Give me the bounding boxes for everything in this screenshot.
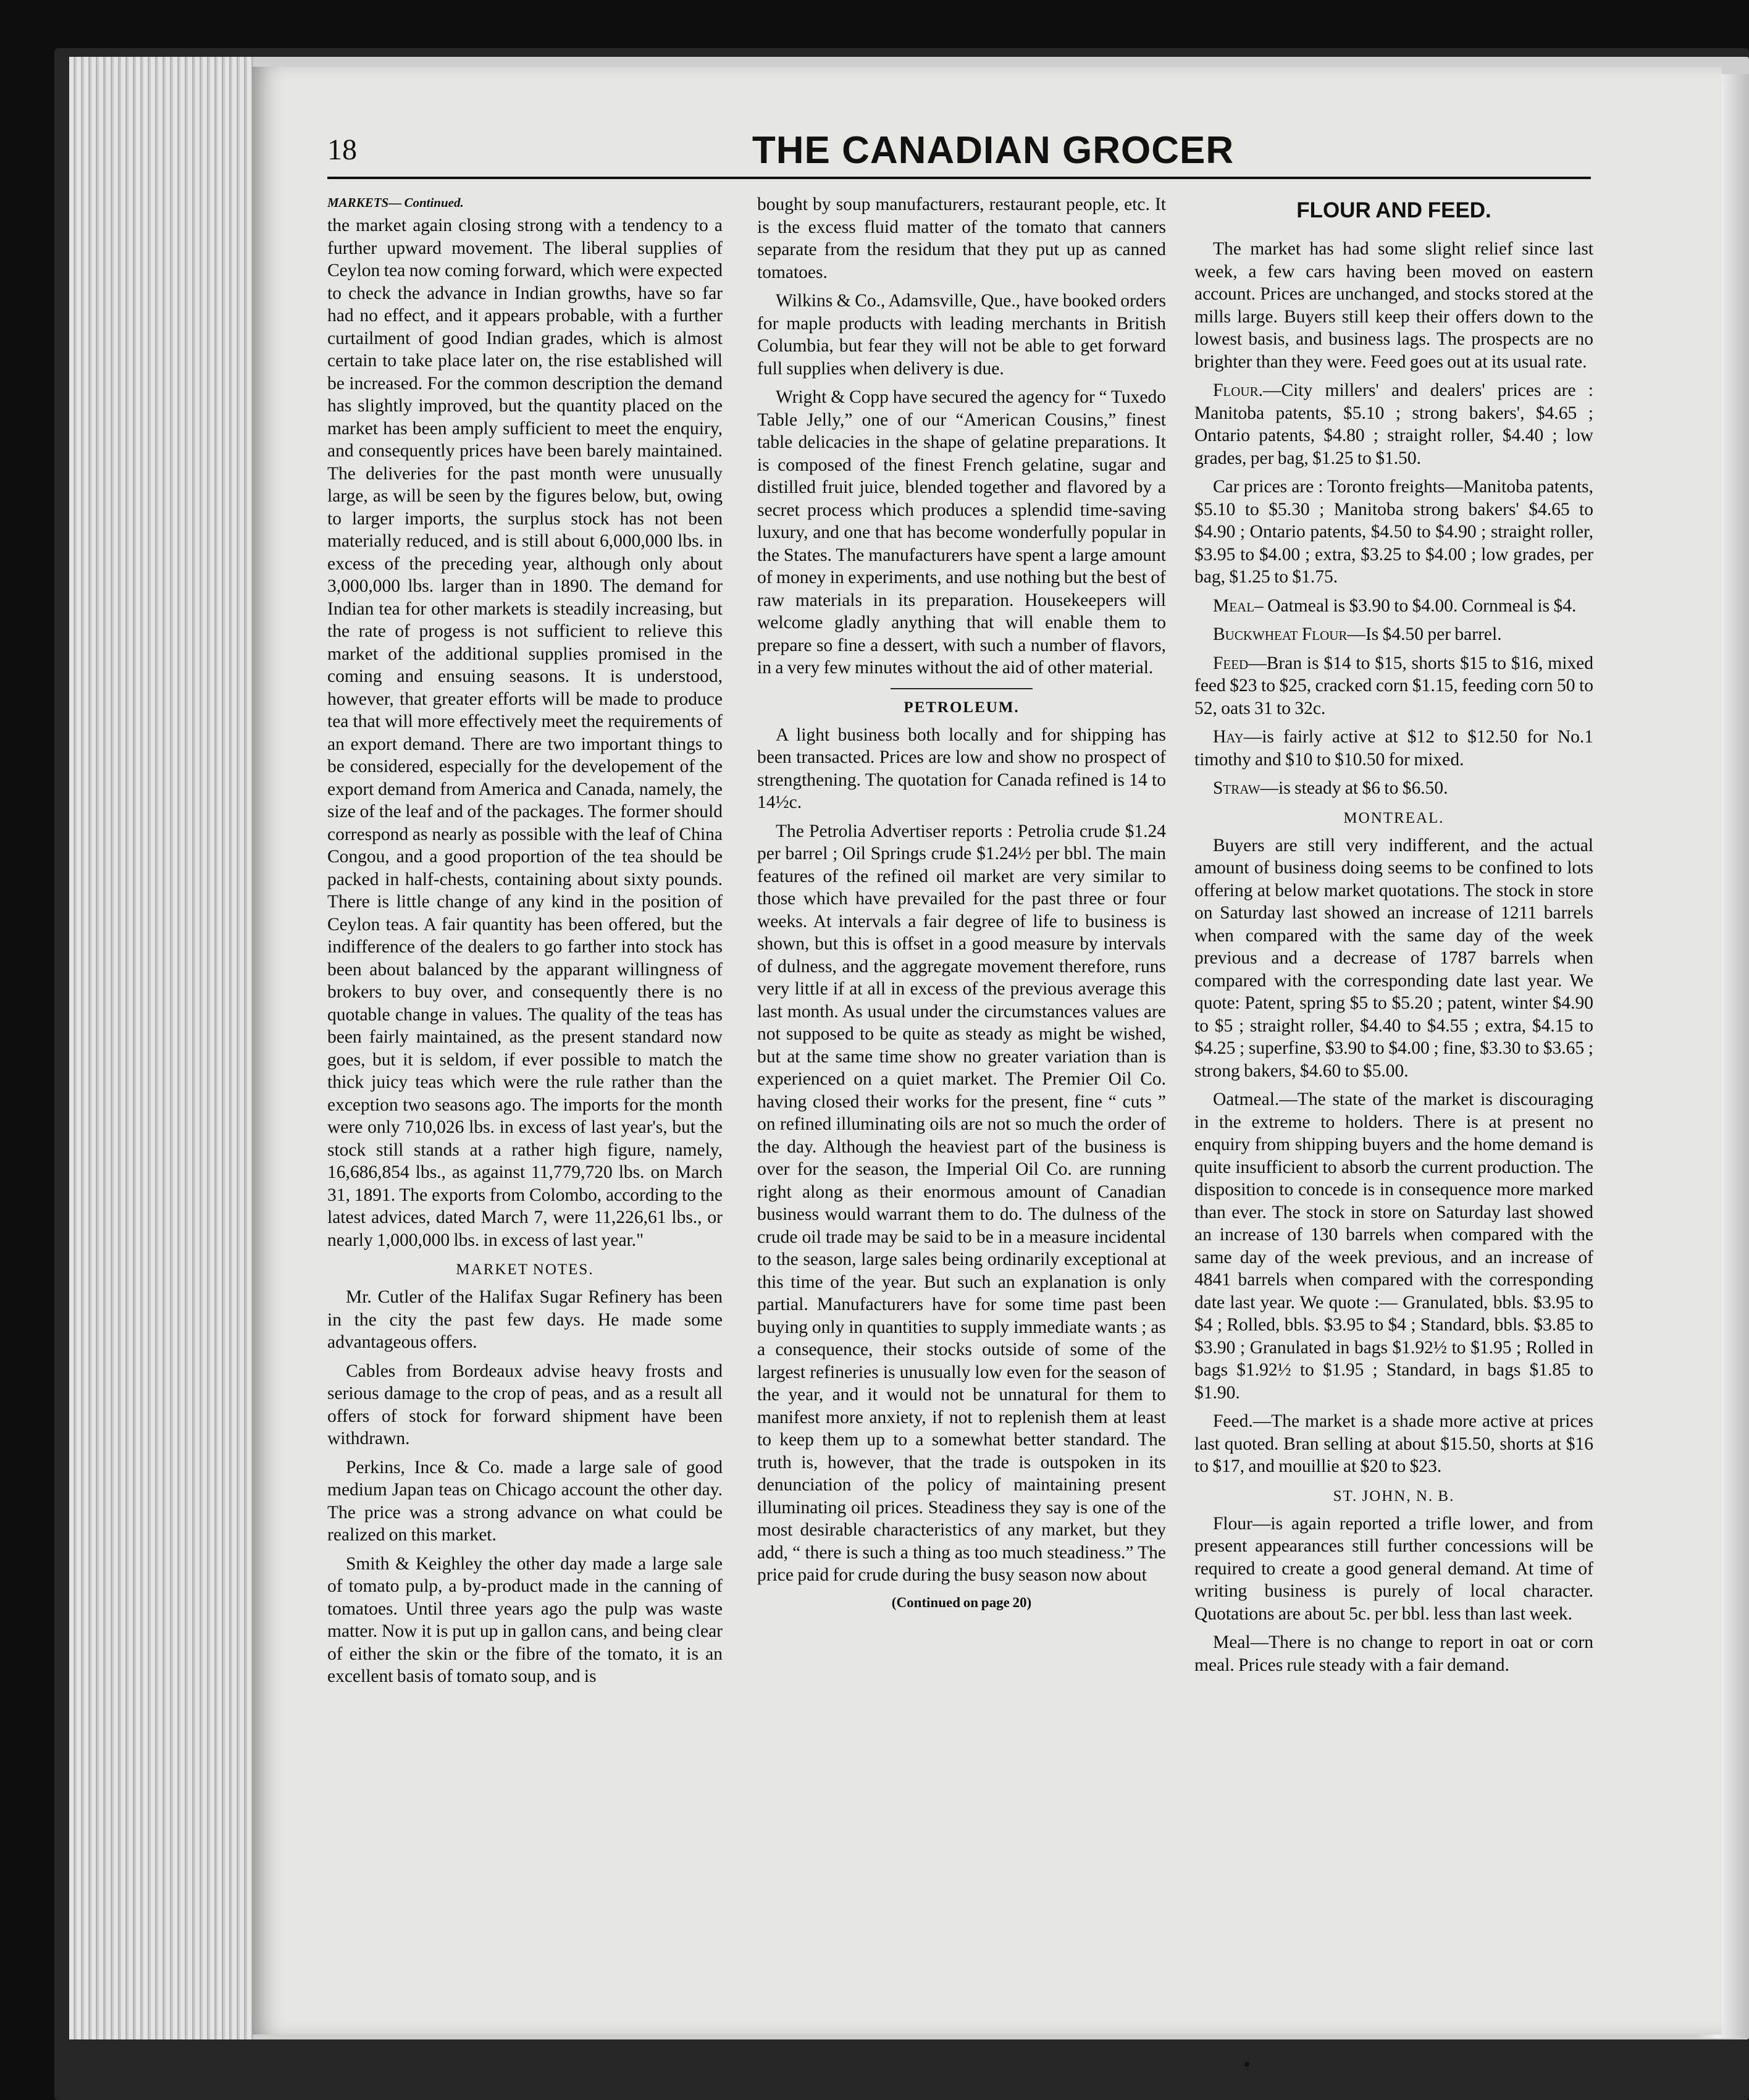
article-paragraph: Buyers are still very indifferent, and the actual amount of business doing seems to be confined to lots offering at below market quotations. The stock in store on Saturday last showed an increase of 1211 barrels when compared with the same day of the week previous and a decrease of 1787 barrels when compared with the corresponding date last year. We quote: Patent, spring $5 to $5.20 ; patent, winter $4.90 to $5 ; straight roller, $4.40 to $4.55 ; extra, $4.15 to $4.25 ; superfine, $3.90 to $4.00 ; fine, $3.30 to $3.65 ; strong bakers, $4.60 to $5.00. [1194, 835, 1593, 1081]
flour-prices-paragraph [1194, 379, 1593, 469]
feed-prices-paragraph [1194, 652, 1593, 720]
continued-notice: (Continued on page 20) [891, 1594, 1032, 1610]
page-number: 18 [327, 133, 357, 166]
run-in-label: Hay [1213, 727, 1244, 747]
article-paragraph: bought by soup manufacturers, restaurant people, etc. It is the excess fluid matter of the tomato that canners separate from the residum that they put up as canned tomatoes. [757, 195, 1166, 282]
article-paragraph: Flour—is again reported a trifle lower, and from present appearances still further concessions will be required to create a good general demand. At time of writing business is purely of local character. Quotations are about 5c. per bbl. less than last week. [1194, 1513, 1593, 1624]
article-paragraph: Cables from Bordeaux advise heavy frosts and serious damage to the crop of peas, and as a result all offers of stock for forward shipment have been withdrawn. [327, 1361, 723, 1448]
article-paragraph: Mr. Cutler of the Halifax Sugar Refinery has been in the city the past few days. He made some advantageous offers. [327, 1287, 723, 1352]
ink-dot [1244, 2062, 1249, 2067]
divider-rule [891, 688, 1033, 689]
article-paragraph: The market has had some slight relief since last week, a few cars having been moved on eastern account. Prices are unchanged, and stocks stored at the mills large. Buyers still keep their offers down to the lowest basis, and business lags. The prospects are no brighter than they were. Feed goes out at its usual rate. [1194, 239, 1593, 372]
paragraph-text: —Bran is $14 to $15, shorts $15 to $16, mixed feed $23 to $25, cracked corn $1.15, feeding corn 50 to 52, oats 31 to 32c. [1194, 653, 1593, 718]
column-2 [757, 193, 1166, 2009]
column-3 [1194, 193, 1593, 2009]
article-paragraph: A light business both locally and for shipping has been transacted. Prices are low and show no prospect of strengthening. The quotation for Canada refined is 14 to 14½c. [757, 724, 1166, 812]
article-paragraph: Car prices are : Toronto freights—Manitoba patents, $5.10 to $5.30 ; Manitoba strong bakers' $4.65 to $4.90 ; Ontario patents, $4.50 to $4.90 ; straight roller, $3.95 to $4.00 ; extra, $3.25 to $4.00 ; low grades, per bag, $1.25 to $1.75. [1194, 477, 1593, 587]
article-paragraph: The Petrolia Advertiser reports : Petrolia crude $1.24 per barrel ; Oil Springs crude $1.24½ per bbl. The main features of the refined oil market are very similar to those which have prevailed for the past three or four weeks. At intervals a fair degree of life to business is shown, but this is offset in a good measure by intervals of dulness, and the aggregate movement therefore, runs very little if at all in excess of the previous average this last month. As usual under the circumstances values are not supposed to be quite as steady as might be wished, but at the same time show no greater variation than is experienced on a quiet market. The Premier Oil Co. having closed their works for the present, fine “ cuts ” on refined illuminating oils are not so much the order of the day. Although the heaviest part of the business is over for the season, the Imperial Oil Co. are running right along as their enormous amount of Canadian business would warrant them to do. The dulness of the crude oil trade may be said to be in a measure incidental to the season, large sales being ordinarily exceptional at this time of the year. But such an explanation is only partial. Manufacturers have for some time past been buying only in quantities to supply immediate wants ; as a consequence, their stocks outside of some of the largest refineries is unusually low even for the season of the year, and it would not be unnatural for them to manifest more anxiety, if not to replenish them at least to keep them up to a somewhat better standard. The truth is, however, that the trade is outspoken in its denunciation of the policy of maintaining present illuminating oil prices. Steadiness they say is one of the most desirable characteristics of any market, but they add, “ there is such a thing as too much steadiness.” The price paid for crude during the busy season now about [757, 821, 1166, 1585]
masthead-title: THE CANADIAN GROCER [752, 129, 1235, 172]
section-heading-st-john: ST. JOHN, N. B. [1333, 1487, 1455, 1505]
meal-prices-paragraph [1194, 595, 1593, 618]
paragraph-text: —City millers' and dealers' prices are : Manitoba patents, $5.10 ; strong bakers', $4.65 ; Ontario patents, $4.80 ; straight roller, $4.40 ; low grades, per bag, $1.25 to $1.50. [1194, 380, 1593, 468]
article-paragraph: Perkins, Ince & Co. made a large sale of good medium Japan teas on Chicago account the other day. The price was a strong advance on what could be realized on this market. [327, 1457, 723, 1545]
section-heading-flour-and-feed: FLOUR AND FEED. [1296, 198, 1491, 222]
paragraph-text: —is fairly active at $12 to $12.50 for No.1 timothy and $10 to $10.50 for mixed. [1194, 727, 1593, 770]
article-paragraph: Feed.—The market is a shade more active at prices last quoted. Bran selling at about $15.50, shorts at $16 to $17, and mouillie at $20 to $23. [1194, 1411, 1593, 1476]
run-in-label: Buckwheat Flour [1213, 624, 1348, 644]
article-paragraph: the market again closing strong with a tendency to a further upward movement. The liberal supplies of Ceylon tea now coming forward, which were expected to check the advance in Indian growths, have so far had no effect, and it appears probable, with a further curtailment of good Indian grades, which is almost certain to take place later on, the rise established will be increased. For the common description the demand has slightly improved, but the quantity placed on the market has been amply sufficient to meet the enquiry, and consequently prices have been barely maintained. The deliveries for the past month were unusually large, as will be seen by the figures below, but, owing to larger imports, the surplus stock has not been materially reduced, and is still about 6,000,000 lbs. in excess of the preceding year, although only about 3,000,000 lbs. larger than in 1890. The demand for Indian tea for other markets is steadily increasing, but the rate of progess is not sufficient to relieve this market of the additional supplies promised in the coming and ensuing seasons. It is understood, however, that greater efforts will be made to produce tea that will more effectively meet the requirements of an export demand. There are two important things to be considered, especially for the developement of the export demand from America and Canada, namely, the size of the leaf and of the packages. The former should correspond as nearly as possible with the leaf of China Congou, and a good proportion of the tea should be packed in half-chests, containing about sixty pounds. There is little change of any kind in the position of Ceylon teas. A fair quantity has been offered, but the indifference of the dealers to go farther into stock has been about balanced by the apparant willingness of brokers to buy over, and consequently there is no quotable change in values. The quality of the teas has been fairly maintained, as the present standard now goes, but it is seldom, if ever possible to match the thick juicy teas which were the rule rather than the exception two seasons ago. The imports for the month were only 710,026 lbs. in excess of last year's, but the stock still stands at a rather high figure, namely, 16,686,854 lbs., as against 11,779,720 lbs. on March 31, 1891. The exports from Colombo, according to the latest advices, dated March 7, were 11,226,61 lbs., or nearly 1,000,000 lbs. in excess of last year." [327, 216, 723, 1250]
article-paragraph: Meal—There is no change to report in oat or corn meal. Prices rule steady with a fair demand. [1194, 1632, 1593, 1675]
masthead-rule [327, 177, 1591, 179]
run-in-label: Straw [1213, 778, 1260, 798]
article-paragraph: Smith & Keighley the other day made a large sale of tomato pulp, a by-product made in the canning of tomatoes. Until three years ago the pulp was waste matter. Now it is put up in gallon cans, and being clear of either the skin or the fibre of the tomato, it is an excellent basis of tomato soup, and is [327, 1553, 723, 1686]
page-edges [69, 57, 254, 2039]
running-head: MARKETS— Continued. [327, 195, 464, 210]
straw-prices-paragraph [1194, 777, 1593, 800]
paragraph-text: – Oatmeal is $3.90 to $4.00. Cornmeal is $4. [1254, 595, 1577, 616]
hay-prices-paragraph [1194, 726, 1593, 771]
newspaper-page [252, 67, 1722, 2035]
column-1 [327, 193, 723, 2009]
paragraph-text: —Is $4.50 per barrel. [1347, 624, 1502, 644]
run-in-label: Feed [1213, 653, 1249, 673]
article-paragraph: Wright & Copp have secured the agency for “ Tuxedo Table Jelly,” one of our “American Cousins,” finest table delicacies in the shape of gelatine preparations. It is composed of the finest French gelatine, sugar and distilled fruit juice, blended together and flavored by a secret process which produces a splendid time-saving luxury, and one that has become wonderfully popular in the States. The manufacturers have spent a large amount of money in experiments, and use nothing but the best of raw materials in its preparation. Housekeepers will welcome gladly anything that will enable them to prepare so fine a dessert, with such a number of flavors, in a very few minutes without the aid of other material. [757, 387, 1166, 678]
section-heading-montreal: MONTREAL. [1343, 809, 1445, 826]
paragraph-text: —is steady at $6 to $6.50. [1260, 778, 1448, 798]
section-heading-market-notes: MARKET NOTES. [456, 1261, 594, 1278]
run-in-label: Flour. [1213, 380, 1263, 400]
article-paragraph: Oatmeal.—The state of the market is discouraging in the extreme to holders. There is at present no enquiry from shipping buyers and the home demand is quite insufficient to absorb the current production. The disposition to concede is in consequence more marked than ever. The stock in store on Saturday last showed an increase of 130 barrels when compared with the same day of the week previous, and an increase of 4841 barrels when compared with the corresponding date last year. We quote :— Granulated, bbls. $3.95 to $4 ; Rolled, bbls. $3.95 to $4 ; Standard, bbls. $3.85 to $3.90 ; Granulated in bags $1.92½ to $1.95 ; Rolled in bags $1.92½ to $1.95 ; Standard, in bags $1.85 to $1.90. [1194, 1090, 1593, 1403]
section-heading-petroleum: PETROLEUM. [904, 699, 1020, 716]
run-in-label: Meal [1213, 595, 1255, 616]
buckwheat-prices-paragraph [1194, 623, 1593, 646]
article-paragraph: Wilkins & Co., Adamsville, Que., have booked orders for maple products with leading merchants in British Columbia, but fear they will not be able to get forward full supplies when delivery is due. [757, 291, 1166, 379]
